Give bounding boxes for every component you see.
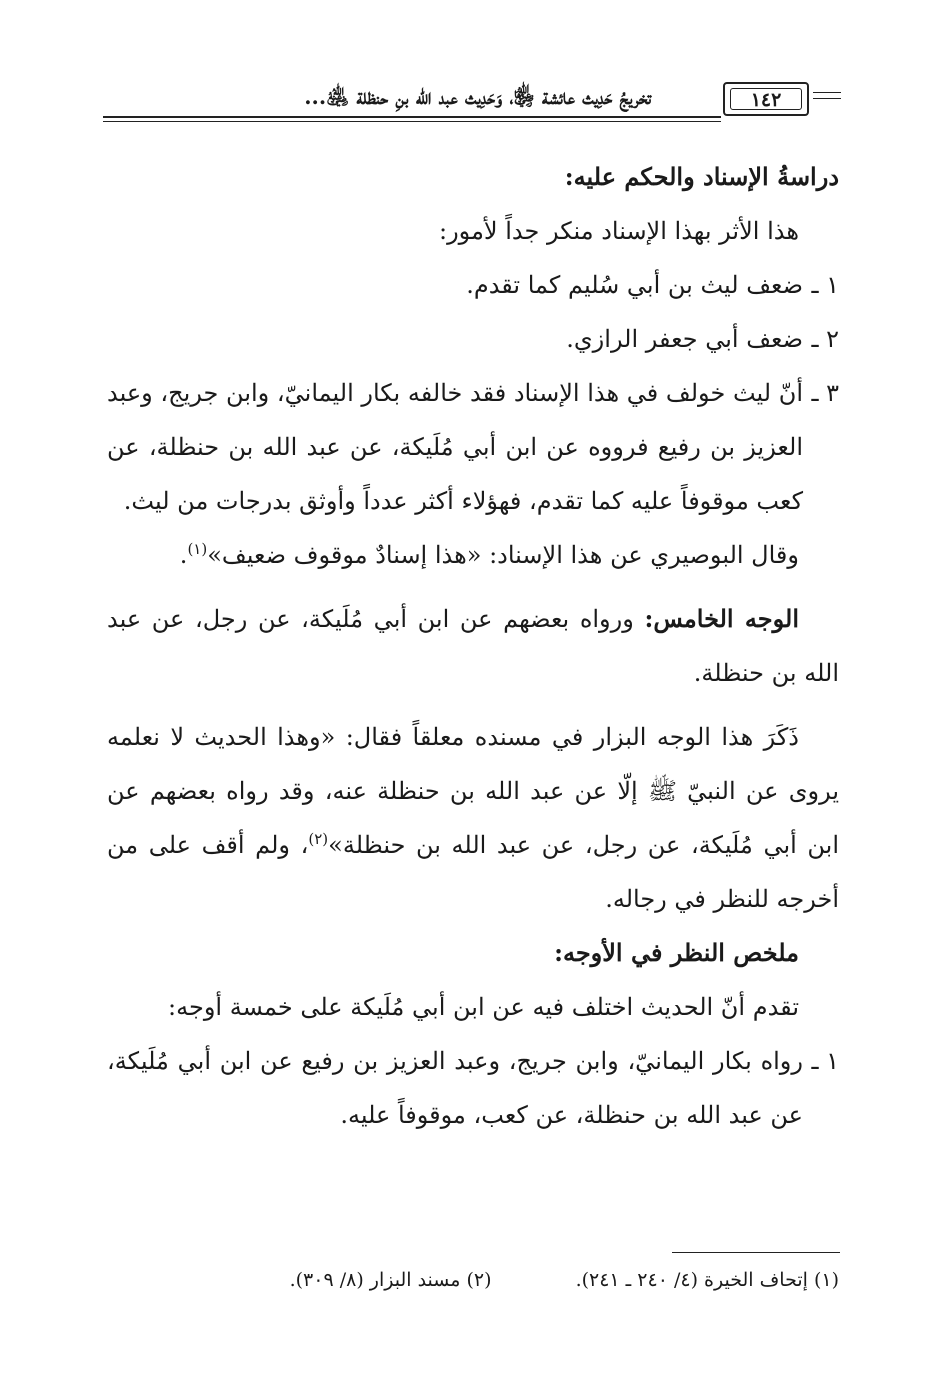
quote-text: وقال البوصيري عن هذا الإسناد: «هذا إسنادٌ موقوف ضعيف»	[207, 541, 799, 569]
item-text: رواه بكار اليمانيّ، وابن جريج، وعبد العزيز بن رفيع عن ابن أبي مُلَيكة، عن عبد الله بن حنظلة، عن كعب، موقوفاً عليه.	[107, 1047, 803, 1129]
running-header	[103, 78, 841, 124]
item-number: ٣ ـ	[811, 379, 839, 407]
paragraph-text: ، ولم أقف على من أخرجه للنظر في رجاله.	[107, 831, 839, 913]
section-label: الوجه الخامس:	[644, 604, 799, 633]
header-title: تخريجُ حَدِيث عائشة ﵂، وَحَدِيث عبد الله بنِ حنظلة ﵁...	[304, 84, 651, 109]
page-number-frame	[723, 82, 809, 116]
list-item	[107, 1034, 839, 1142]
paragraph	[107, 592, 839, 700]
footnote-separator	[672, 1252, 840, 1253]
item-number: ٢ ـ	[811, 325, 839, 353]
header-ornament-line	[813, 98, 841, 99]
header-rule	[103, 121, 721, 122]
item-text: ضعف ليث بن أبي سُليم كما تقدم.	[466, 271, 803, 299]
list-item	[107, 366, 839, 528]
item-text: أنّ ليث خولف في هذا الإسناد فقد خالفه بكار اليمانيّ، وابن جريج، وعبد العزيز بن رفيع فرووه عن ابن أبي مُلَيكة، عن عبد الله بن حنظلة، عن كعب موقوفاً عليه كما تقدم، فهؤلاء أكثر عدداً وأوثق بدرجات من ليث.	[107, 379, 803, 515]
paragraph	[107, 528, 839, 582]
list-item	[107, 312, 839, 366]
item-number: ١ ـ	[811, 271, 839, 299]
main-text	[107, 150, 839, 1142]
paragraph-text: ورواه بعضهم عن ابن أبي مُلَيكة، عن رجل، عن عبد الله بن حنظلة.	[107, 605, 839, 687]
footnotes	[107, 1264, 839, 1296]
paragraph: تقدم أنّ الحديث اختلف فيه عن ابن أبي مُلَيكة على خمسة أوجه:	[168, 993, 799, 1021]
paragraph-text: ذَكَرَ هذا الوجه البزار في مسنده معلقاً فقال: «وهذا الحديث لا نعلمه يروى عن النبيّ ﷺ إلّا عن عبد الله بن حنظلة عنه، وقد رواه بعضهم عن ابن أبي مُلَيكة، عن رجل، عن عبد الله بن حنظلة»	[107, 723, 840, 859]
footnote: (٢) مسند البزار (٨/ ٣٠٩).	[289, 1269, 492, 1291]
item-number: ١ ـ	[811, 1047, 839, 1075]
footnote-ref: (١)	[187, 540, 208, 558]
section-heading: ملخص النظر في الأوجه:	[554, 938, 799, 967]
page-number: ١٤٢	[730, 88, 802, 110]
item-text: ضعف أبي جعفر الرازي.	[566, 325, 803, 353]
footnote-ref: (٢)	[308, 830, 329, 848]
header-rule	[103, 116, 721, 118]
list-item	[107, 258, 839, 312]
punctuation: .	[179, 541, 188, 569]
footnote: (١) إتحاف الخيرة (٤/ ٢٤٠ ـ ٢٤١).	[575, 1269, 839, 1291]
paragraph: هذا الأثر بهذا الإسناد منكر جداً لأمور:	[439, 217, 799, 245]
paragraph	[107, 710, 839, 926]
header-ornament-line	[813, 92, 841, 93]
section-heading: دراسةُ الإسناد والحكم عليه:	[564, 162, 839, 191]
